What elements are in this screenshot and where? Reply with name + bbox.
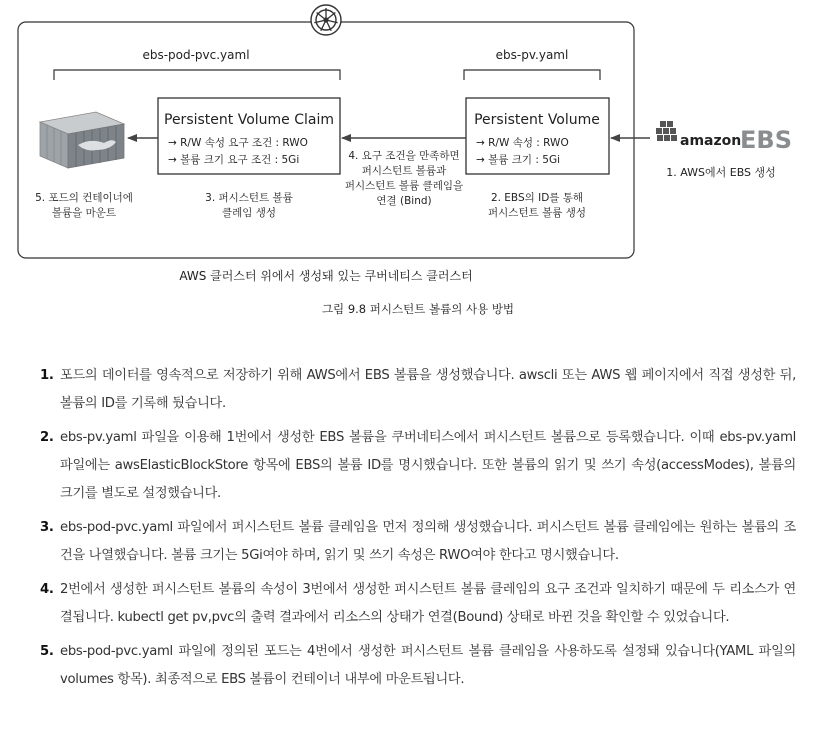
step4-label (345, 149, 463, 207)
kubernetes-icon (311, 5, 341, 35)
step5-line: 볼륨을 마운트 (51, 207, 117, 219)
step3-label (205, 191, 293, 219)
step-text: ebs-pv.yaml 파일을 이용해 1번에서 생성한 EBS 볼륨을 쿠버네티스에서 퍼시스턴트 볼륨으로 등록했습니다. 이때 ebs-pv.yaml 파일에는 awsElasticBlockStore 항목에 EBS의 볼륨 ID를 명시했습니다. 또한 볼륨의 읽기 및 쓰기 속성(accessModes), 볼륨의 크기를 별도로 설정했습니다. (60, 430, 796, 501)
step-list (40, 362, 796, 700)
step-item (40, 638, 796, 694)
step4-line: 4. 요구 조건을 만족하면 (348, 150, 460, 162)
step-text: ebs-pod-pvc.yaml 파일에 정의된 포드는 4번에서 생성한 퍼시스턴트 볼륨 클레임을 사용하도록 설정돼 있습니다(YAML 파일의 volumes 항목). 최종적으로 EBS 볼륨이 컨테이너 내부에 마운트됩니다. (60, 644, 796, 687)
pvc-bracket (54, 70, 340, 80)
step-item (40, 514, 796, 570)
pv-box-line1: → R/W 속성 : RWO (476, 137, 569, 149)
pv-file-label: ebs-pv.yaml (495, 48, 569, 62)
step2-label (488, 191, 586, 219)
step5-line: 5. 포드의 컨테이너에 (35, 192, 133, 204)
step5-label (35, 191, 133, 219)
pvc-file-label: ebs-pod-pvc.yaml (142, 48, 250, 62)
step-number: 3. (40, 520, 54, 535)
pv-usage-diagram (0, 0, 834, 330)
figure-caption: 그림 9.8 퍼시스턴트 볼륨의 사용 방법 (321, 302, 515, 316)
step-item (40, 362, 796, 418)
step-item (40, 576, 796, 632)
step4-line: 퍼시스턴트 볼륨과 (361, 165, 447, 177)
step-item (40, 424, 796, 508)
step1-label: 1. AWS에서 EBS 생성 (666, 166, 776, 179)
step-number: 2. (40, 430, 54, 445)
step-number: 5. (40, 644, 54, 659)
pvc-box-title: Persistent Volume Claim (164, 112, 334, 128)
step3-line: 3. 퍼시스턴트 볼륨 (205, 192, 293, 204)
pvc-box-line2: → 볼륨 크기 요구 조건 : 5Gi (168, 154, 300, 166)
pv-box-title: Persistent Volume (474, 112, 600, 128)
cluster-label: AWS 클러스터 위에서 생성돼 있는 쿠버네티스 클러스터 (179, 269, 473, 283)
step-text: 2번에서 생성한 퍼시스턴트 볼륨의 속성이 3번에서 생성한 퍼시스턴트 볼륨 클레임의 요구 조건과 일치하기 때문에 두 리소스가 연결됩니다. kubectl get pv,pvc의 출력 결과에서 리소스의 상태가 연결(Bound) 상태로 바뀐 것을 확인할 수 있었습니다. (60, 582, 796, 625)
aws-cubes-icon (656, 121, 677, 141)
container-icon (40, 112, 124, 168)
step-number: 4. (40, 582, 54, 597)
step3-line: 클레임 생성 (221, 207, 277, 219)
step-text: ebs-pod-pvc.yaml 파일에서 퍼시스턴트 볼륨 클레임을 먼저 정의해 생성했습니다. 퍼시스턴트 볼륨 클레임에는 원하는 볼륨의 조건을 나열했습니다. 볼륨 크기는 5Gi여야 하며, 읽기 및 쓰기 속성은 RWO여야 한다고 명시했습니다. (60, 520, 796, 563)
pv-bracket (464, 70, 600, 80)
step2-line: 2. EBS의 ID를 통해 (490, 192, 584, 204)
amazon-ebs-logo (656, 121, 792, 154)
step-text: 포드의 데이터를 영속적으로 저장하기 위해 AWS에서 EBS 볼륨을 생성했습니다. awscli 또는 AWS 웹 페이지에서 직접 생성한 뒤, 볼륨의 ID를 기록해 뒀습니다. (60, 368, 796, 411)
pv-box-line2: → 볼륨 크기 : 5Gi (476, 154, 560, 166)
pvc-box-line1: → R/W 속성 요구 조건 : RWO (168, 137, 308, 149)
step4-line: 퍼시스턴트 볼륨 클레임을 (344, 180, 464, 192)
step4-line: 연결 (Bind) (376, 195, 432, 207)
step2-line: 퍼시스턴트 볼륨 생성 (488, 207, 586, 219)
ebs-text: EBS (740, 126, 792, 154)
step-number: 1. (40, 368, 54, 383)
amazon-text: amazon (680, 133, 742, 149)
